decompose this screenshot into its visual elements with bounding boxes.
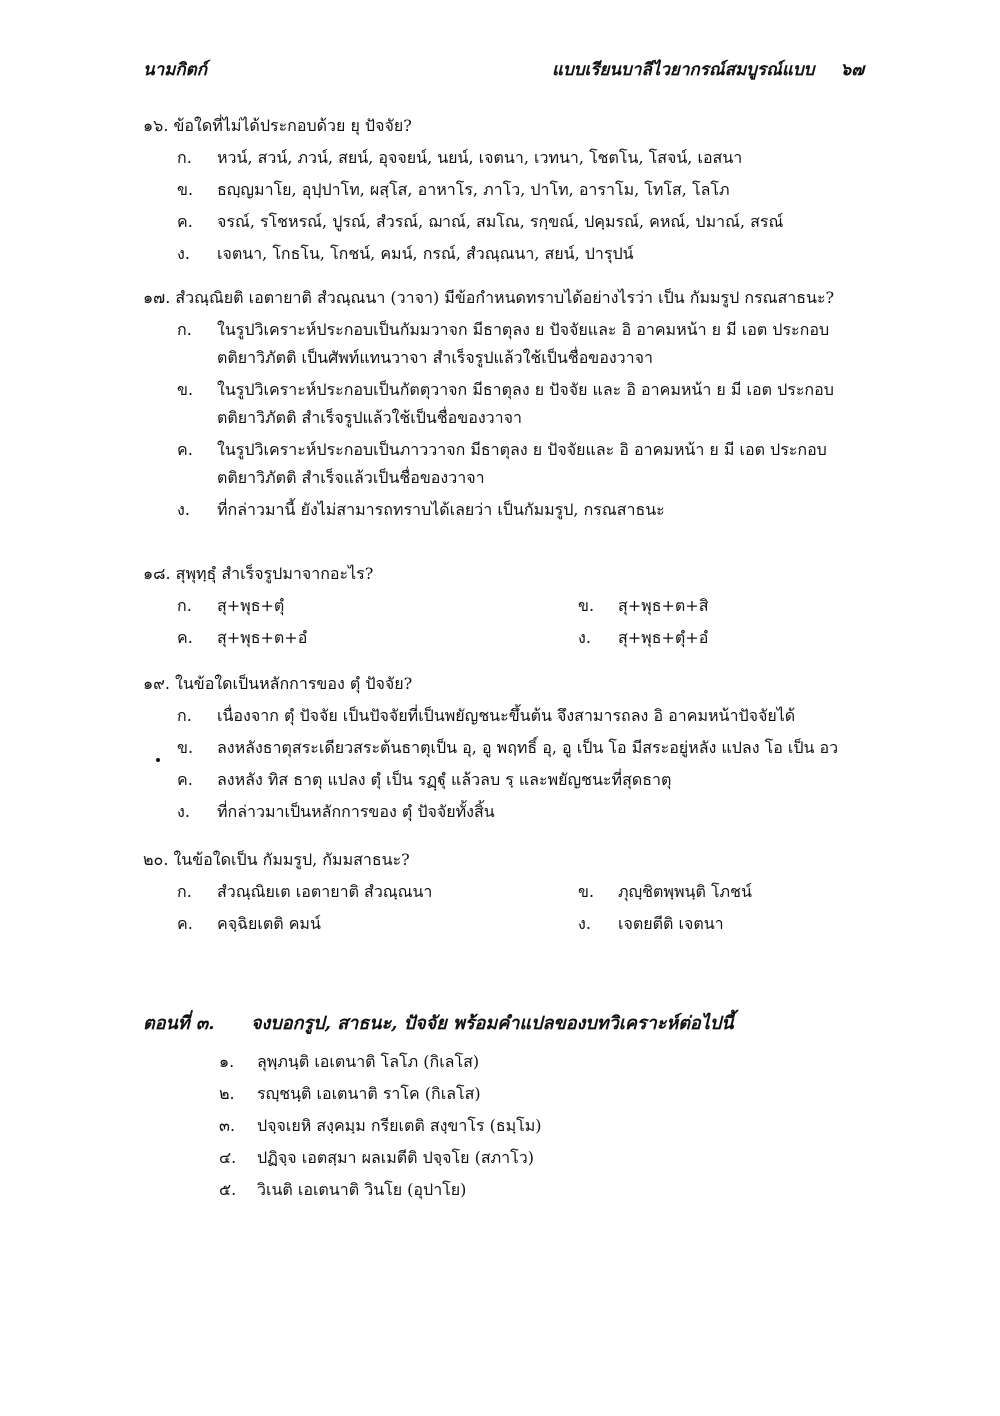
question-title: ๑๘. สุพุทฺธุํ สำเร็จรูปมาจากอะไร? — [143, 564, 374, 583]
option-label: ค. — [177, 212, 193, 231]
list-item — [143, 1112, 880, 1140]
option-text: เนื่องจาก ตุํ ปัจจัย เป็นปัจจัยที่เป็นพยัญชนะขึ้นต้น จึงสามารถลง อิ อาคมหน้าปัจจัยได้ — [217, 706, 796, 725]
question-17 — [143, 284, 880, 528]
option-label: ข. — [578, 596, 595, 615]
option-text: ลงหลังธาตุสระเดียวสระต้นธาตุเป็น อุ, อู พฤทธิ์ อุ, อู เป็น โอ มีสระอยู่หลัง แปลง โอ เป็น อว — [217, 738, 839, 757]
option-line: ในรูปวิเคราะห์ประกอบเป็นกัมมวาจก มีธาตุลง ย ปัจจัยและ อิ อาคมหน้า ย มี เอต ประกอบ — [217, 320, 830, 339]
option — [143, 702, 880, 730]
question-title: ๑๙. ในข้อใดเป็นหลักการของ ตุํ ปัจจัย? — [143, 674, 413, 693]
option-label: ก. — [177, 706, 192, 725]
option-list — [143, 144, 880, 268]
list-item — [143, 1144, 880, 1172]
option — [578, 878, 878, 906]
part-label: ตอนที่ ๓. — [143, 1013, 215, 1034]
item-text: วิเนติ เอเตนาติ วินโย (อุปาโย) — [257, 1180, 467, 1199]
option-text — [217, 496, 880, 524]
option-text: สํวณฺณิยเต เอตายาติ สํวณฺณนา — [217, 882, 433, 901]
option-label: ง. — [177, 500, 190, 519]
option-grid — [143, 592, 880, 656]
option — [143, 878, 578, 906]
header-title: แบบเรียนบาลีไวยากรณ์สมบูรณ์แบบ — [551, 60, 815, 80]
option-label: ง. — [578, 914, 591, 933]
option — [143, 766, 880, 794]
option-label: ก. — [177, 882, 192, 901]
option-list — [143, 316, 880, 524]
list-item — [143, 1080, 880, 1108]
item-number: ๔. — [219, 1148, 237, 1167]
option — [143, 176, 880, 204]
item-text: ปฏิจฺจ เอตสฺมา ผลเมตีติ ปจฺจโย (สภาโว) — [257, 1148, 534, 1167]
question-16 — [143, 112, 880, 272]
option-label: ง. — [177, 802, 190, 821]
question-18 — [143, 560, 880, 656]
option-text: สุ+พุธ+ต+อํ — [217, 628, 308, 647]
option-label: ค. — [177, 440, 193, 459]
option-label: ค. — [177, 628, 193, 647]
page-number: ๖๗ — [840, 60, 864, 80]
option — [578, 592, 878, 620]
option-line: ที่กล่าวมานี้ ยังไม่สามารถทราบได้เลยว่า เป็นกัมมรูป, กรณสาธนะ — [217, 500, 665, 519]
option-list — [143, 702, 880, 826]
option-line: ตติยาวิภัตติ สำเร็จรูปแล้วใช้เป็นชื่อของวาจา — [217, 408, 522, 427]
option-text: ลงหลัง ทิส ธาตุ แปลง ตุํ เป็น รฏฺฐุํ แล้วลบ รฺ และพยัญชนะที่สุดธาตุ — [217, 770, 672, 789]
option-text: ธญฺญมาโย, อุปฺปาโท, ผสฺโส, อาหาโร, ภาโว, ปาโท, อาราโม, โทโส, โลโภ — [217, 180, 730, 199]
option — [143, 316, 880, 372]
option-text — [217, 436, 880, 492]
option-label: ก. — [177, 320, 192, 339]
stray-mark — [156, 758, 160, 762]
exercise-list — [143, 1048, 880, 1204]
option-text: ภุญฺชิตพฺพนฺติ โภชน์ — [618, 882, 752, 901]
page-header — [143, 56, 864, 82]
option — [143, 910, 578, 938]
option-label: ง. — [578, 628, 591, 647]
option-text: สุ+พุธ+ตุํ — [217, 596, 285, 615]
option-label: ข. — [177, 738, 194, 757]
item-number: ๑. — [219, 1052, 235, 1071]
item-number: ๓. — [219, 1116, 236, 1135]
option — [143, 376, 880, 432]
question-title: ๒๐. ในข้อใดเป็น กัมมรูป, กัมมสาธนะ? — [143, 850, 410, 869]
option-label: ค. — [177, 914, 193, 933]
question-title: ๑๗. สํวณฺณิยติ เอตายาติ สํวณฺณนา (วาจา) มีข้อกำหนดทราบได้อย่างไรว่า เป็น กัมมรูป กรณสาธนะ? — [143, 288, 835, 307]
option-text — [217, 316, 880, 372]
option-line: ในรูปวิเคราะห์ประกอบเป็นภาววาจก มีธาตุลง ย ปัจจัยและ อิ อาคมหน้า ย มี เอต ประกอบ — [217, 440, 827, 459]
option — [143, 798, 880, 826]
part-instruction: จงบอกรูป, สาธนะ, ปัจจัย พร้อมคำแปลของบทวิเคราะห์ต่อไปนี้ — [251, 1013, 734, 1034]
option — [143, 144, 880, 172]
option-text: จรณ์, รโชหรณ์, ปูรณ์, สํวรณ์, ฌาณ์, สมโณ, รกฺขณ์, ปคฺมรณ์, คหณ์, ปมาณ์, สรณ์ — [217, 212, 784, 231]
option — [143, 592, 578, 620]
option-line: ในรูปวิเคราะห์ประกอบเป็นกัตตุวาจก มีธาตุลง ย ปัจจัย และ อิ อาคมหน้า ย มี เอต ประกอบ — [217, 380, 834, 399]
header-book-title — [552, 56, 864, 83]
question-20 — [143, 846, 880, 942]
item-text: รญฺชนฺติ เอเตนาติ ราโค (กิเลโส) — [257, 1084, 481, 1103]
option-line: ตติยาวิภัตติ สำเร็จแล้วเป็นชื่อของวาจา — [217, 468, 485, 487]
item-text: ปจฺจเยหิ สงฺคมฺม กรียเตติ สงฺขาโร (ธมฺโม) — [257, 1116, 542, 1135]
option-label: ก. — [177, 596, 192, 615]
option-label: ก. — [177, 148, 192, 167]
part-3 — [143, 1010, 880, 1208]
option-text: หวน์, สวน์, ภวน์, สยน์, อุจจยน์, นยน์, เจตนา, เวทนา, โชตโน, โสจน์, เอสนา — [217, 148, 743, 167]
list-item — [143, 1048, 880, 1076]
item-number: ๕. — [219, 1180, 237, 1199]
option-text: สุ+พุธ+ตุํ+อํ — [618, 628, 709, 647]
option-text: เจตนา, โกธโน, โกชน์, คมน์, กรณ์, สํวณฺณนา, สยน์, ปารุปน์ — [217, 244, 634, 263]
option-text: สุ+พุธ+ต+สิ — [618, 596, 709, 615]
option-text: คจฺฉิยเตติ คมน์ — [217, 914, 321, 933]
option — [578, 910, 878, 938]
option-label: ง. — [177, 244, 190, 263]
item-number: ๒. — [219, 1084, 235, 1103]
option-text — [217, 376, 880, 432]
option — [578, 624, 878, 652]
option-label: ค. — [177, 770, 193, 789]
option — [143, 734, 880, 762]
option-grid — [143, 878, 880, 942]
list-item — [143, 1176, 880, 1204]
option-text: ที่กล่าวมาเป็นหลักการของ ตุํ ปัจจัยทั้งสิ้น — [217, 802, 495, 821]
option-label: ข. — [578, 882, 595, 901]
header-chapter: นามกิตก์ — [143, 60, 207, 80]
option-text: เจตยตีติ เจตนา — [618, 914, 724, 933]
question-19 — [143, 670, 880, 830]
option — [143, 624, 578, 652]
option-label: ข. — [177, 380, 194, 399]
question-title: ๑๖. ข้อใดที่ไม่ได้ประกอบด้วย ยุ ปัจจัย? — [143, 116, 412, 135]
option — [143, 496, 880, 524]
option — [143, 240, 880, 268]
part-heading — [143, 1010, 880, 1038]
option-line: ตติยาวิภัตติ เป็นศัพท์แทนวาจา สำเร็จรูปแล้วใช้เป็นชื่อของวาจา — [217, 348, 653, 367]
option-label: ข. — [177, 180, 194, 199]
item-text: ลุพฺภนฺติ เอเตนาติ โลโภ (กิเลโส) — [257, 1052, 480, 1071]
option — [143, 436, 880, 492]
option — [143, 208, 880, 236]
